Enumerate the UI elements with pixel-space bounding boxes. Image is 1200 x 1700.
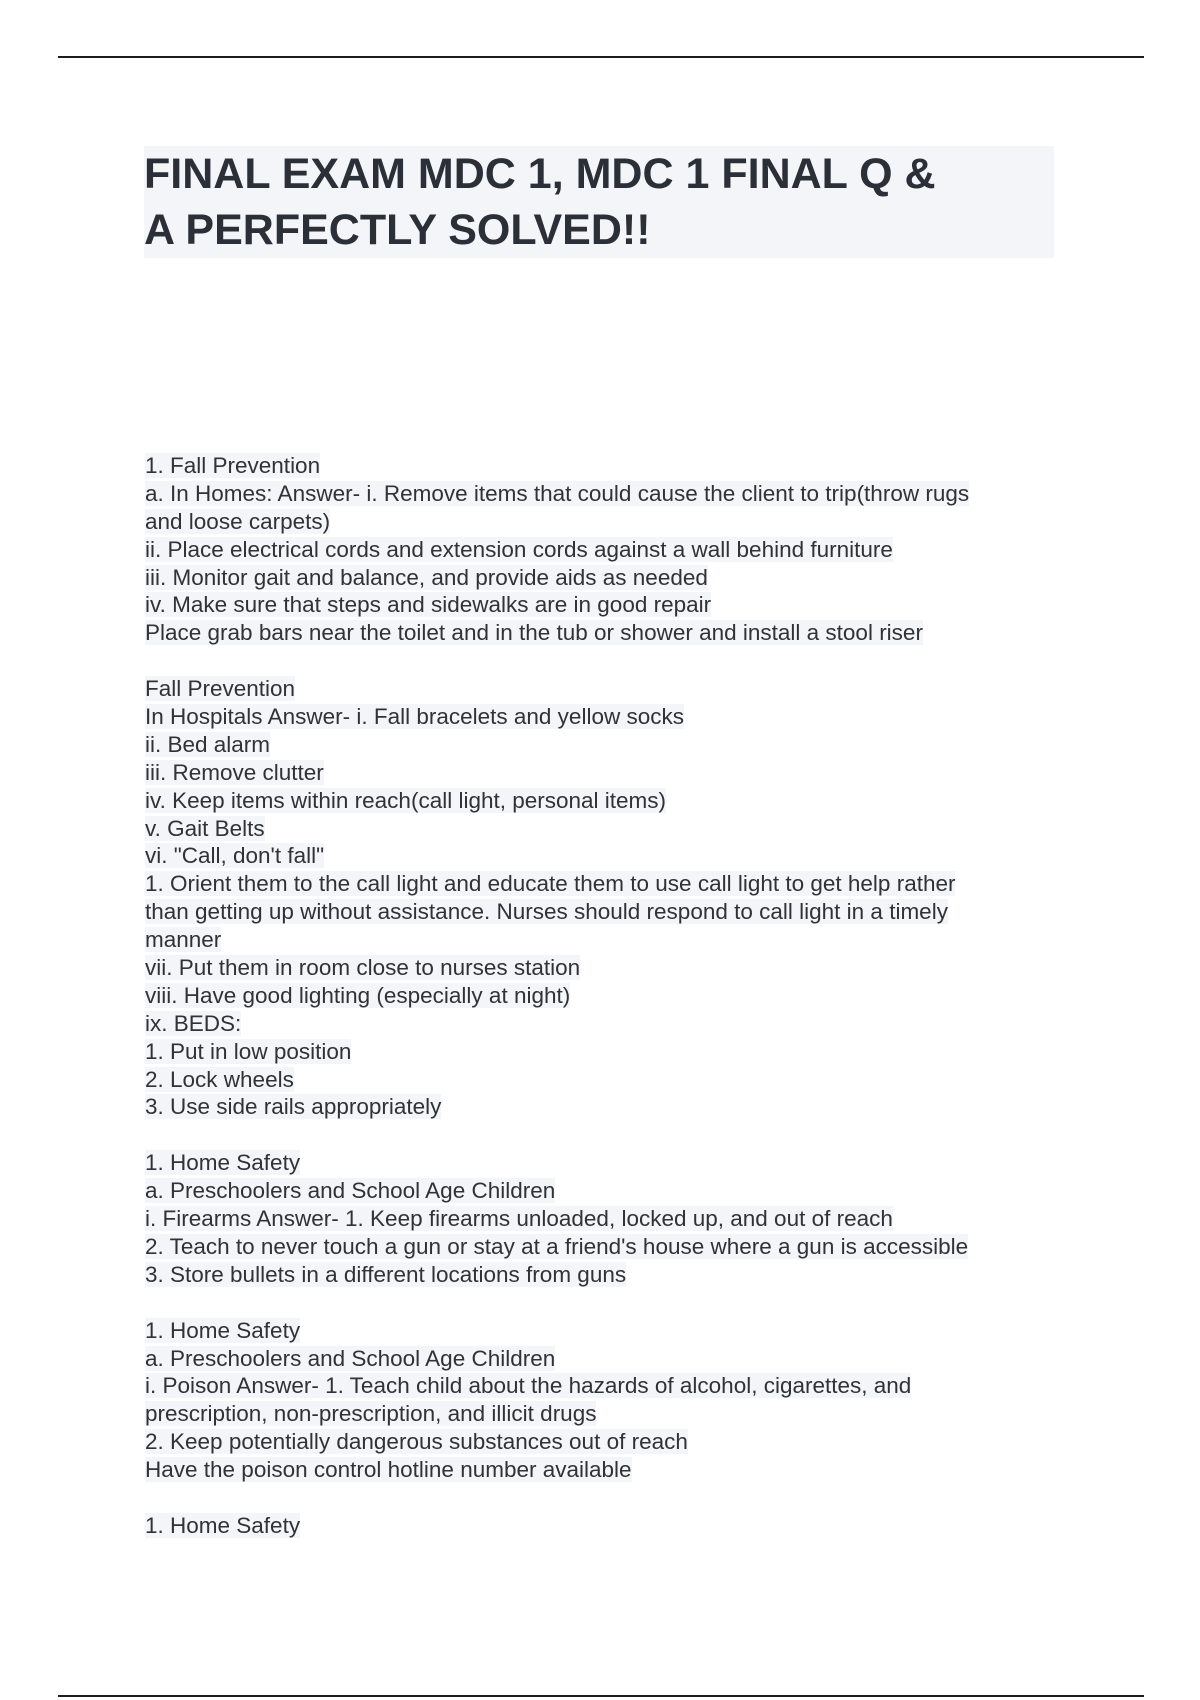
- text-line: [145, 1400, 1045, 1428]
- text-line-content: vii. Put them in room close to nurses station: [145, 955, 581, 981]
- text-line: [145, 982, 1045, 1010]
- blank-line: [145, 1121, 1045, 1149]
- text-line-content: ix. BEDS:: [145, 1010, 242, 1036]
- text-line-content: 1. Orient them to the call light and educate them to use call light to get help rather: [145, 871, 956, 897]
- text-line-content: a. Preschoolers and School Age Children: [145, 1178, 556, 1204]
- text-line-content: iv. Make sure that steps and sidewalks are in good repair: [145, 592, 712, 618]
- text-line: [145, 452, 1045, 480]
- text-line: [145, 1038, 1045, 1066]
- top-rule: [58, 56, 1144, 58]
- text-line: [145, 619, 1045, 647]
- text-line-content: 3. Use side rails appropriately: [145, 1094, 442, 1120]
- text-line-content: 1. Fall Prevention: [145, 453, 321, 478]
- text-line-content: 1. Put in low position: [145, 1038, 352, 1064]
- text-line: [145, 1233, 1045, 1261]
- text-line-content: Fall Prevention: [145, 676, 296, 702]
- text-line: [145, 536, 1045, 564]
- text-line: [145, 1372, 1045, 1400]
- text-line: [145, 1093, 1045, 1121]
- text-line-content: a. In Homes: Answer- i. Remove items that could cause the client to trip(throw rugs: [145, 480, 970, 506]
- blank-line: [145, 1484, 1045, 1512]
- text-line: [145, 1205, 1045, 1233]
- text-line-content: and loose carpets): [145, 508, 331, 534]
- text-line: [145, 787, 1045, 815]
- text-line-content: 2. Keep potentially dangerous substances out of reach: [145, 1429, 688, 1455]
- text-line-content: 2. Teach to never touch a gun or stay at a friend's house where a gun is accessible: [145, 1233, 969, 1259]
- text-line-content: ii. Bed alarm: [145, 731, 271, 757]
- text-line-content: than getting up without assistance. Nurses should respond to call light in a timely: [145, 899, 948, 925]
- text-line: [145, 926, 1045, 954]
- text-line: [145, 564, 1045, 592]
- text-line: [145, 898, 1045, 926]
- text-line: [145, 1345, 1045, 1373]
- text-line-content: vi. "Call, don't fall": [145, 843, 325, 869]
- text-line-content: 1. Home Safety: [145, 1317, 301, 1343]
- text-line-content: a. Preschoolers and School Age Children: [145, 1345, 556, 1371]
- text-line: [145, 842, 1045, 870]
- text-line-content: viii. Have good lighting (especially at night): [145, 982, 571, 1008]
- text-line: [145, 1317, 1045, 1345]
- text-line-content: i. Poison Answer- 1. Teach child about the hazards of alcohol, cigarettes, and: [145, 1373, 912, 1399]
- text-line: [145, 870, 1045, 898]
- text-line: [145, 1261, 1045, 1289]
- document-body: [145, 452, 1045, 1540]
- text-line-content: 3. Store bullets in a different locations from guns: [145, 1261, 627, 1287]
- text-line-content: i. Firearms Answer- 1. Keep firearms unloaded, locked up, and out of reach: [145, 1206, 893, 1232]
- text-line-content: 1. Home Safety: [145, 1150, 301, 1176]
- text-line: [145, 1456, 1045, 1484]
- text-line: [145, 703, 1045, 731]
- bottom-rule: [58, 1695, 1144, 1697]
- text-line: [145, 675, 1045, 703]
- text-line-content: iv. Keep items within reach(call light, personal items): [145, 787, 667, 813]
- text-line-content: ii. Place electrical cords and extension cords against a wall behind furniture: [145, 536, 893, 562]
- text-line: [145, 1177, 1045, 1205]
- title-line-2: A PERFECTLY SOLVED!!: [144, 206, 651, 254]
- text-line-content: iii. Remove clutter: [145, 759, 324, 785]
- document-title: [144, 146, 1054, 258]
- text-line: [145, 815, 1045, 843]
- text-line-content: 2. Lock wheels: [145, 1066, 294, 1092]
- text-line-content: In Hospitals Answer- i. Fall bracelets and yellow socks: [145, 704, 684, 730]
- text-line-content: Place grab bars near the toilet and in the tub or shower and install a stool riser: [145, 620, 923, 646]
- text-line-content: prescription, non-prescription, and illicit drugs: [145, 1401, 597, 1427]
- text-line: [145, 1066, 1045, 1094]
- text-line: [145, 1512, 1045, 1540]
- blank-line: [145, 1289, 1045, 1317]
- blank-line: [145, 647, 1045, 675]
- text-line-content: manner: [145, 927, 222, 953]
- text-line: [145, 759, 1045, 787]
- text-line-content: 1. Home Safety: [145, 1512, 301, 1538]
- text-line-content: iii. Monitor gait and balance, and provide aids as needed: [145, 564, 708, 590]
- text-line-content: v. Gait Belts: [145, 815, 265, 841]
- text-line: [145, 480, 1045, 508]
- text-line: [145, 954, 1045, 982]
- text-line: [145, 731, 1045, 759]
- title-line-1: FINAL EXAM MDC 1, MDC 1 FINAL Q &: [144, 150, 936, 198]
- text-line: [145, 1149, 1045, 1177]
- text-line: [145, 508, 1045, 536]
- text-line: [145, 1428, 1045, 1456]
- text-line-content: Have the poison control hotline number available: [145, 1457, 632, 1483]
- text-line: [145, 1010, 1045, 1038]
- text-line: [145, 591, 1045, 619]
